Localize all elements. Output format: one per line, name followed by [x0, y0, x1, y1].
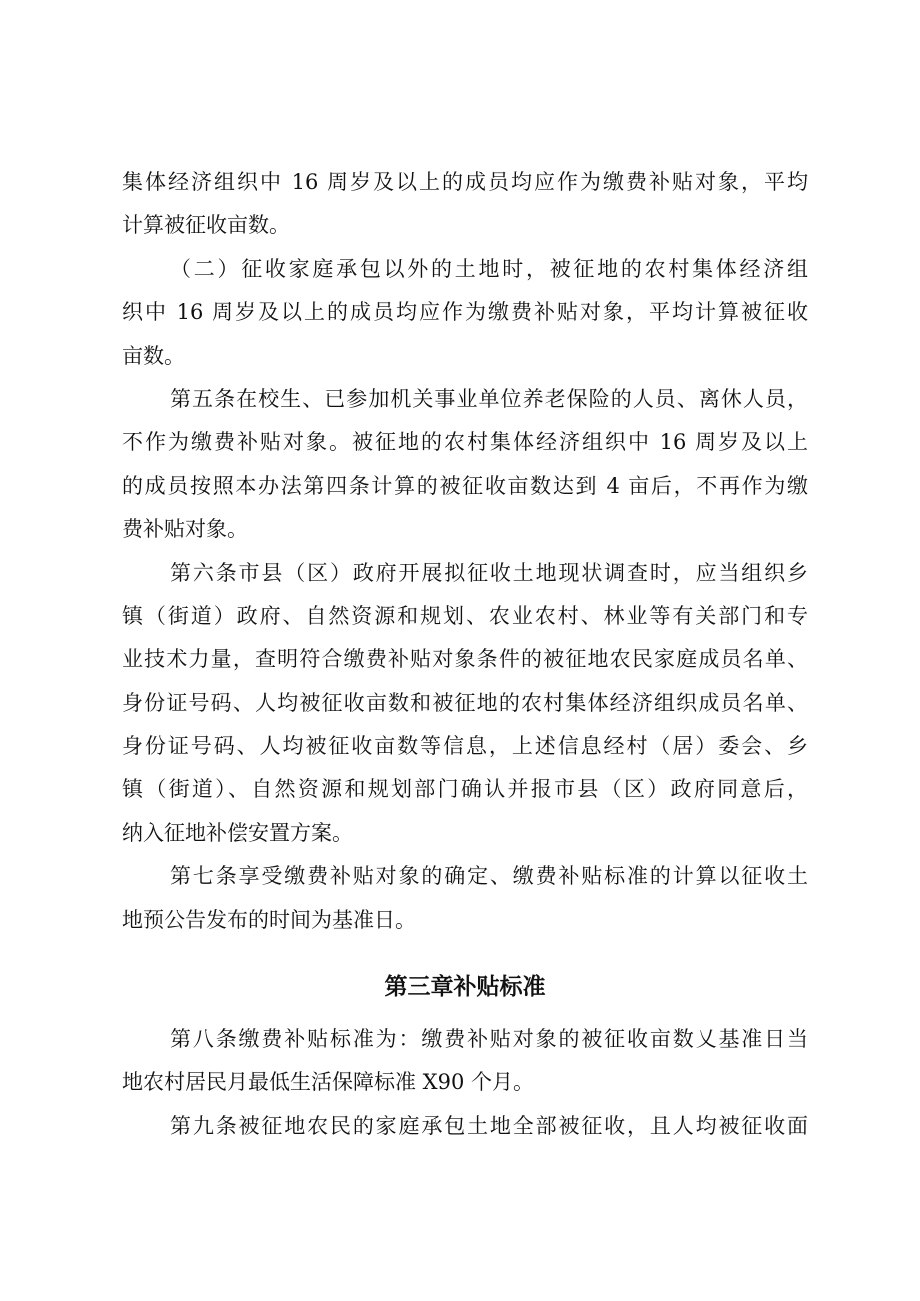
text-line: 费补贴对象。 [122, 517, 248, 542]
text-line: 亩数。 [122, 343, 185, 368]
text-line: 身份证号码、人均被征收亩数和被征地的农村集体经济组织成员名单、 [122, 690, 808, 715]
text-line: 镇（街道）、自然资源和规划部门确认并报市县（区）政府同意后， [122, 777, 808, 802]
chapter-heading: 第三章补贴标准 [384, 974, 546, 1001]
paragraph-article-9 [122, 1105, 808, 1148]
text-line: 第七条享受缴费补贴对象的确定、缴费补贴标准的计算以征收土 [170, 864, 808, 889]
paragraph-item-2 [122, 248, 808, 378]
text-line: （二）征收家庭承包以外的土地时，被征地的农村集体经济组 [170, 256, 808, 281]
text-line: 第五条在校生、已参加机关事业单位养老保险的人员、离休人员， [170, 386, 808, 411]
text-line: 身份证号码、人均被征收亩数等信息，上述信息经村（居）委会、乡 [122, 734, 808, 759]
text-line: 不作为缴费补贴对象。被征地的农村集体经济组织中 16 周岁及以上 [122, 430, 808, 455]
paragraph-article-5 [122, 378, 808, 552]
paragraph-article-6 [122, 552, 808, 856]
text-line: 计算被征收亩数。 [122, 213, 290, 238]
text-line: 第六条市县（区）政府开展拟征收土地现状调查时，应当组织乡 [170, 560, 808, 585]
paragraph-article-7 [122, 855, 808, 942]
text-line: 地农村居民月最低生活保障标准 X90 个月。 [122, 1070, 535, 1095]
paragraph-continued [122, 161, 808, 248]
text-line: 地预公告发布的时间为基准日。 [122, 907, 416, 932]
text-line: 纳入征地补偿安置方案。 [122, 820, 353, 845]
text-line: 第八条缴费补贴标准为：缴费补贴对象的被征收亩数乂基准日当 [170, 1027, 808, 1052]
text-line: 的成员按照本办法第四条计算的被征收亩数达到 4 亩后，不再作为缴 [122, 473, 808, 498]
paragraph-article-8 [122, 1018, 808, 1105]
text-line: 集体经济组织中 16 周岁及以上的成员均应作为缴费补贴对象，平均 [122, 170, 808, 194]
document-body [122, 161, 808, 1148]
text-line: 第九条被征地农民的家庭承包土地全部被征收，且人均被征收面 [170, 1113, 808, 1138]
text-line: 业技术力量，查明符合缴费补贴对象条件的被征地农民家庭成员名单、 [122, 647, 808, 672]
text-line: 织中 16 周岁及以上的成员均应作为缴费补贴对象，平均计算被征收 [122, 300, 808, 325]
text-line: 镇（街道）政府、自然资源和规划、农业农村、林业等有关部门和专 [122, 603, 808, 628]
